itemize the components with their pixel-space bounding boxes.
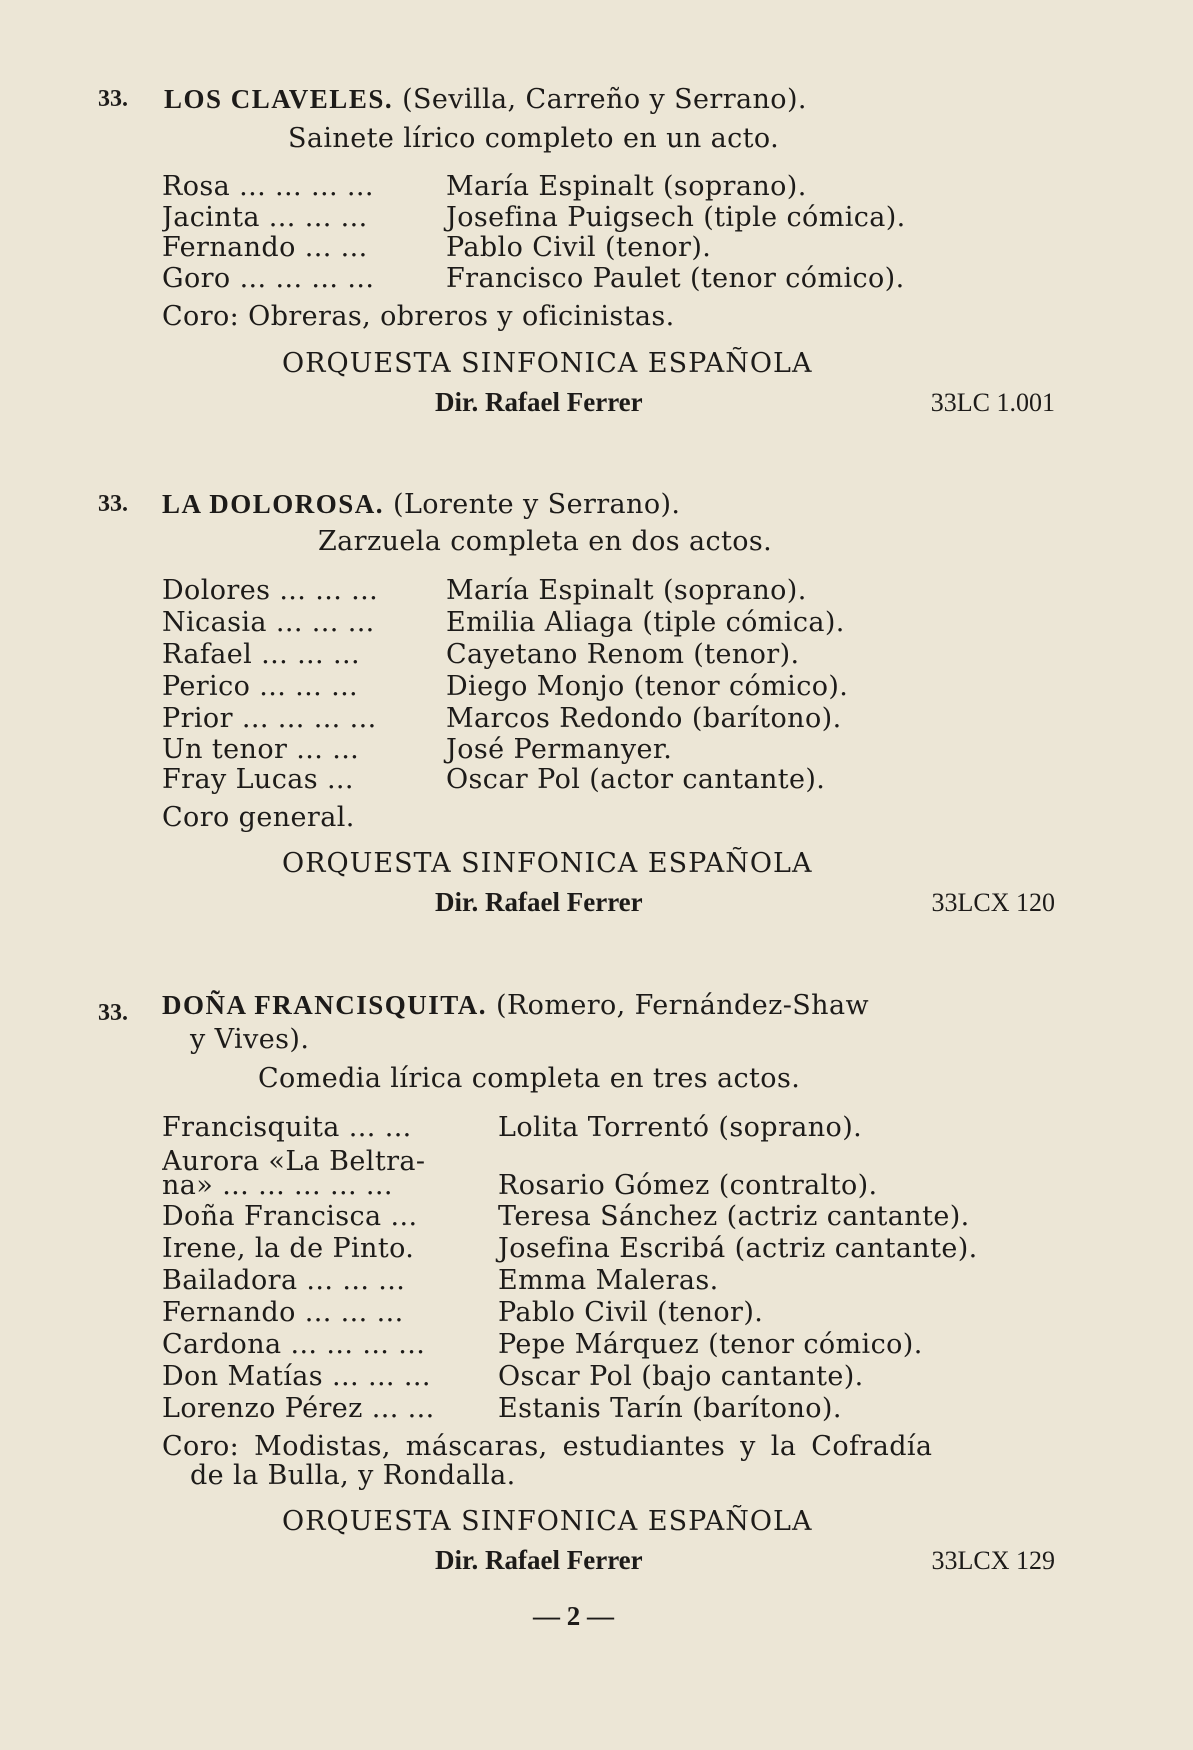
cast-role: Jacinta ... ... ...: [162, 203, 368, 233]
entry-title: LOS CLAVELES.: [164, 84, 394, 114]
entry-number: 33.: [98, 491, 128, 517]
cast-singer: Francisco Paulet (tenor cómico).: [446, 263, 905, 294]
orchestra-name: ORQUESTA SINFONICA ESPAÑOLA: [282, 848, 813, 879]
cast-singer: Diego Monjo (tenor cómico).: [446, 671, 849, 702]
cast-role: Cardona ... ... ... ...: [162, 1330, 426, 1360]
cast-role: Bailadora ... ... ...: [162, 1266, 406, 1296]
cast-singer: Marcos Redondo (barítono).: [446, 703, 842, 734]
entry-authors: (Lorente y Serrano).: [393, 489, 681, 520]
entry-title: LA DOLOROSA.: [162, 489, 385, 519]
entry-heading: [162, 990, 869, 1021]
cast-singer: Estanis Tarín (barítono).: [498, 1393, 842, 1424]
chorus-line-cont: de la Bulla, y Rondalla.: [190, 1460, 516, 1491]
cast-singer: Emilia Aliaga (tiple cómica).: [446, 607, 845, 638]
entry-subtitle: Comedia lírica completa en tres actos.: [258, 1063, 801, 1094]
cast-role: Doña Francisca ...: [162, 1202, 418, 1232]
director: Dir. Rafael Ferrer: [435, 1545, 643, 1575]
cast-role: Dolores ... ... ...: [162, 576, 379, 606]
cast-role: Un tenor ... ...: [162, 735, 360, 765]
entry-subtitle: Zarzuela completa en dos actos.: [318, 526, 773, 557]
cast-role: Rosa ... ... ... ...: [162, 172, 374, 202]
orchestra-name: ORQUESTA SINFONICA ESPAÑOLA: [282, 1506, 813, 1537]
chorus-line: Coro: Obreras, obreros y oficinistas.: [162, 301, 675, 332]
cast-singer: Josefina Escribá (actriz cantante).: [498, 1233, 978, 1264]
cast-role: Goro ... ... ... ...: [162, 264, 375, 294]
cast-role: Nicasia ... ... ...: [162, 608, 375, 638]
entry-number: 33.: [98, 1000, 128, 1026]
catalog-number: 33LC 1.001: [930, 388, 1055, 417]
director: Dir. Rafael Ferrer: [435, 887, 643, 917]
page-number: — 2 —: [533, 1601, 614, 1631]
entry-subtitle: Sainete lírico completo en un acto.: [288, 123, 780, 154]
cast-singer: Pablo Civil (tenor).: [498, 1297, 764, 1328]
cast-singer: Josefina Puigsech (tiple cómica).: [446, 202, 906, 233]
cast-role: Rafael ... ... ...: [162, 640, 360, 670]
cast-singer: Teresa Sánchez (actriz cantante).: [498, 1201, 970, 1232]
entry-heading: [162, 489, 680, 520]
cast-role: Perico ... ... ...: [162, 672, 359, 702]
director: Dir. Rafael Ferrer: [435, 387, 643, 417]
cast-role: Fernando ... ... ...: [162, 1298, 404, 1328]
cast-singer: José Permanyer.: [446, 734, 673, 765]
cast-role: Aurora «La Beltra-: [162, 1147, 426, 1177]
entry-heading: [164, 84, 807, 115]
cast-singer: Cayetano Renom (tenor).: [446, 639, 800, 670]
cast-singer: María Espinalt (soprano).: [446, 171, 807, 202]
catalog-number: 33LCX 129: [931, 1546, 1055, 1575]
entry-authors: (Romero, Fernández-Shaw: [496, 990, 869, 1021]
cast-singer: Rosario Gómez (contralto).: [498, 1170, 878, 1201]
cast-singer: Emma Maleras.: [498, 1265, 719, 1296]
cast-singer: Lolita Torrentó (soprano).: [498, 1112, 863, 1143]
orchestra-name: ORQUESTA SINFONICA ESPAÑOLA: [282, 348, 813, 379]
entry-authors-cont: y Vives).: [190, 1024, 310, 1055]
cast-role: Don Matías ... ... ...: [162, 1362, 431, 1392]
cast-singer: María Espinalt (soprano).: [446, 575, 807, 606]
cast-role: Prior ... ... ... ...: [162, 704, 377, 734]
cast-role: Francisquita ... ...: [162, 1113, 412, 1143]
cast-singer: Pablo Civil (tenor).: [446, 232, 712, 263]
cast-singer: Pepe Márquez (tenor cómico).: [498, 1329, 923, 1360]
entry-title: DOÑA FRANCISQUITA.: [162, 990, 488, 1020]
cast-role: na» ... ... ... ... ...: [162, 1171, 393, 1201]
chorus-line: Coro: Modistas, máscaras, estudiantes y la Cofradía: [162, 1431, 933, 1462]
cast-role: Fernando ... ...: [162, 233, 368, 263]
cast-role: Irene, la de Pinto.: [162, 1234, 415, 1264]
cast-singer: Oscar Pol (actor cantante).: [446, 764, 826, 795]
cast-singer: Oscar Pol (bajo cantante).: [498, 1361, 864, 1392]
chorus-line: Coro general.: [162, 802, 355, 833]
entry-number: 33.: [98, 86, 128, 112]
catalog-number: 33LCX 120: [931, 888, 1055, 917]
cast-role: Lorenzo Pérez ... ...: [162, 1394, 435, 1424]
entry-authors: (Sevilla, Carreño y Serrano).: [402, 84, 807, 115]
cast-role: Fray Lucas ...: [162, 765, 354, 795]
